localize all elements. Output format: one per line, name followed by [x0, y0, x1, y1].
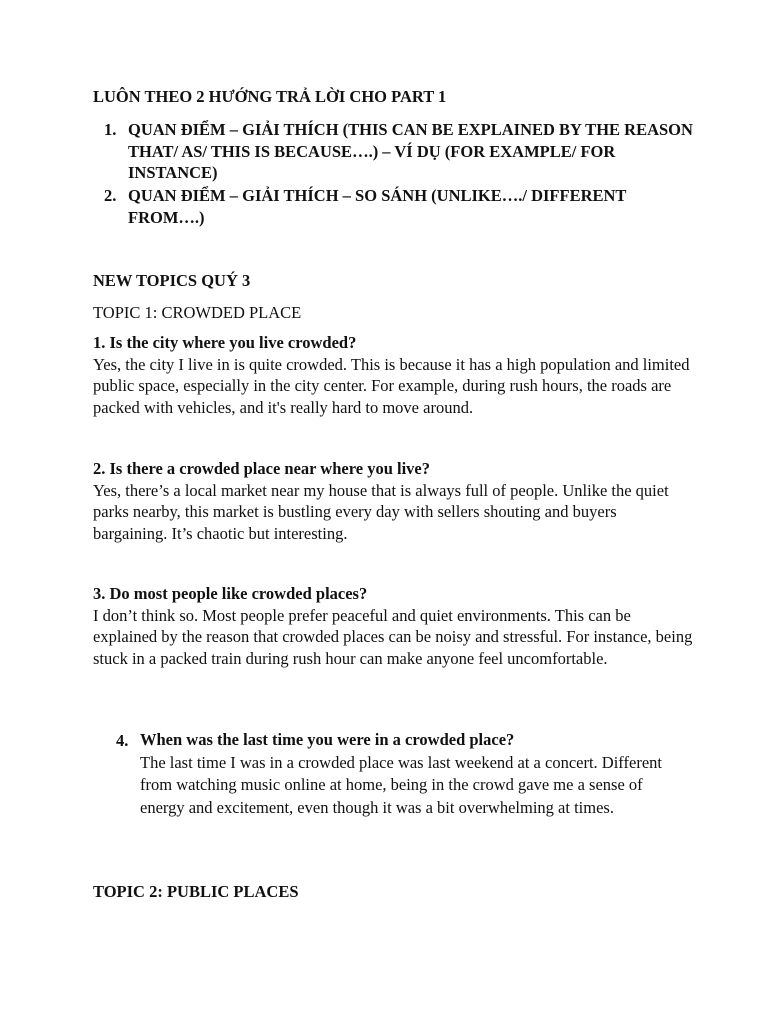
topic-2-title: TOPIC 2: PUBLIC PLACES	[93, 882, 299, 901]
answer-4: The last time I was in a crowded place was last weekend at a concert. Different from watching music online at home, being in the crowd gave me a sense of energy and excitement, even though it was a bit overwhelming at times.	[140, 752, 662, 817]
answer-2: Yes, there’s a local market near my house that is always full of people. Unlike the quiet parks nearby, this market is bustling every day with sellers shouting and buyers bargaining. It’s chaotic but interesting.	[93, 480, 669, 543]
qa-block-1	[93, 332, 693, 418]
answer-3: I don’t think so. Most people prefer peaceful and quiet environments. This can be explained by the reason that crowded places can be noisy and stressful. For instance, being stuck in a packed train during rush hour can make anyone feel uncomfortable.	[93, 605, 693, 668]
question-3: 3. Do most people like crowded places?	[93, 584, 368, 603]
qa-block-3	[93, 583, 693, 669]
method-number-2: 2.	[104, 186, 117, 205]
method-text-1: QUAN ĐIỂM – GIẢI THÍCH (THIS CAN BE EXPLAINED BY THE REASON THAT/ AS/ THIS IS BECAUSE….) – VÍ DỤ (FOR EXAMPLE/ FOR INSTANCE)	[128, 120, 693, 182]
method-number-1: 1.	[104, 120, 117, 139]
qa-block-2	[93, 458, 693, 544]
answer-1: Yes, the city I live in is quite crowded. This is because it has a high population and limited public space, especially in the city center. For example, during rush hours, the roads are packed with vehicles, and it's really hard to move around.	[93, 354, 690, 417]
section-title: NEW TOPICS QUÝ 3	[93, 271, 251, 290]
question-1: 1. Is the city where you live crowded?	[93, 333, 357, 352]
method-text-2: QUAN ĐIỂM – GIẢI THÍCH – SO SÁNH (UNLIKE…./ DIFFERENT FROM….)	[128, 186, 627, 227]
question-2: 2. Is there a crowded place near where you live?	[93, 459, 430, 478]
question-4: When was the last time you were in a crowded place?	[140, 730, 515, 749]
question-4-number: 4.	[116, 731, 129, 750]
topic-1-title: TOPIC 1: CROWDED PLACE	[93, 303, 302, 322]
document-title: LUÔN THEO 2 HƯỚNG TRẢ LỜI CHO PART 1	[93, 87, 447, 106]
qa-block-4	[140, 729, 680, 819]
